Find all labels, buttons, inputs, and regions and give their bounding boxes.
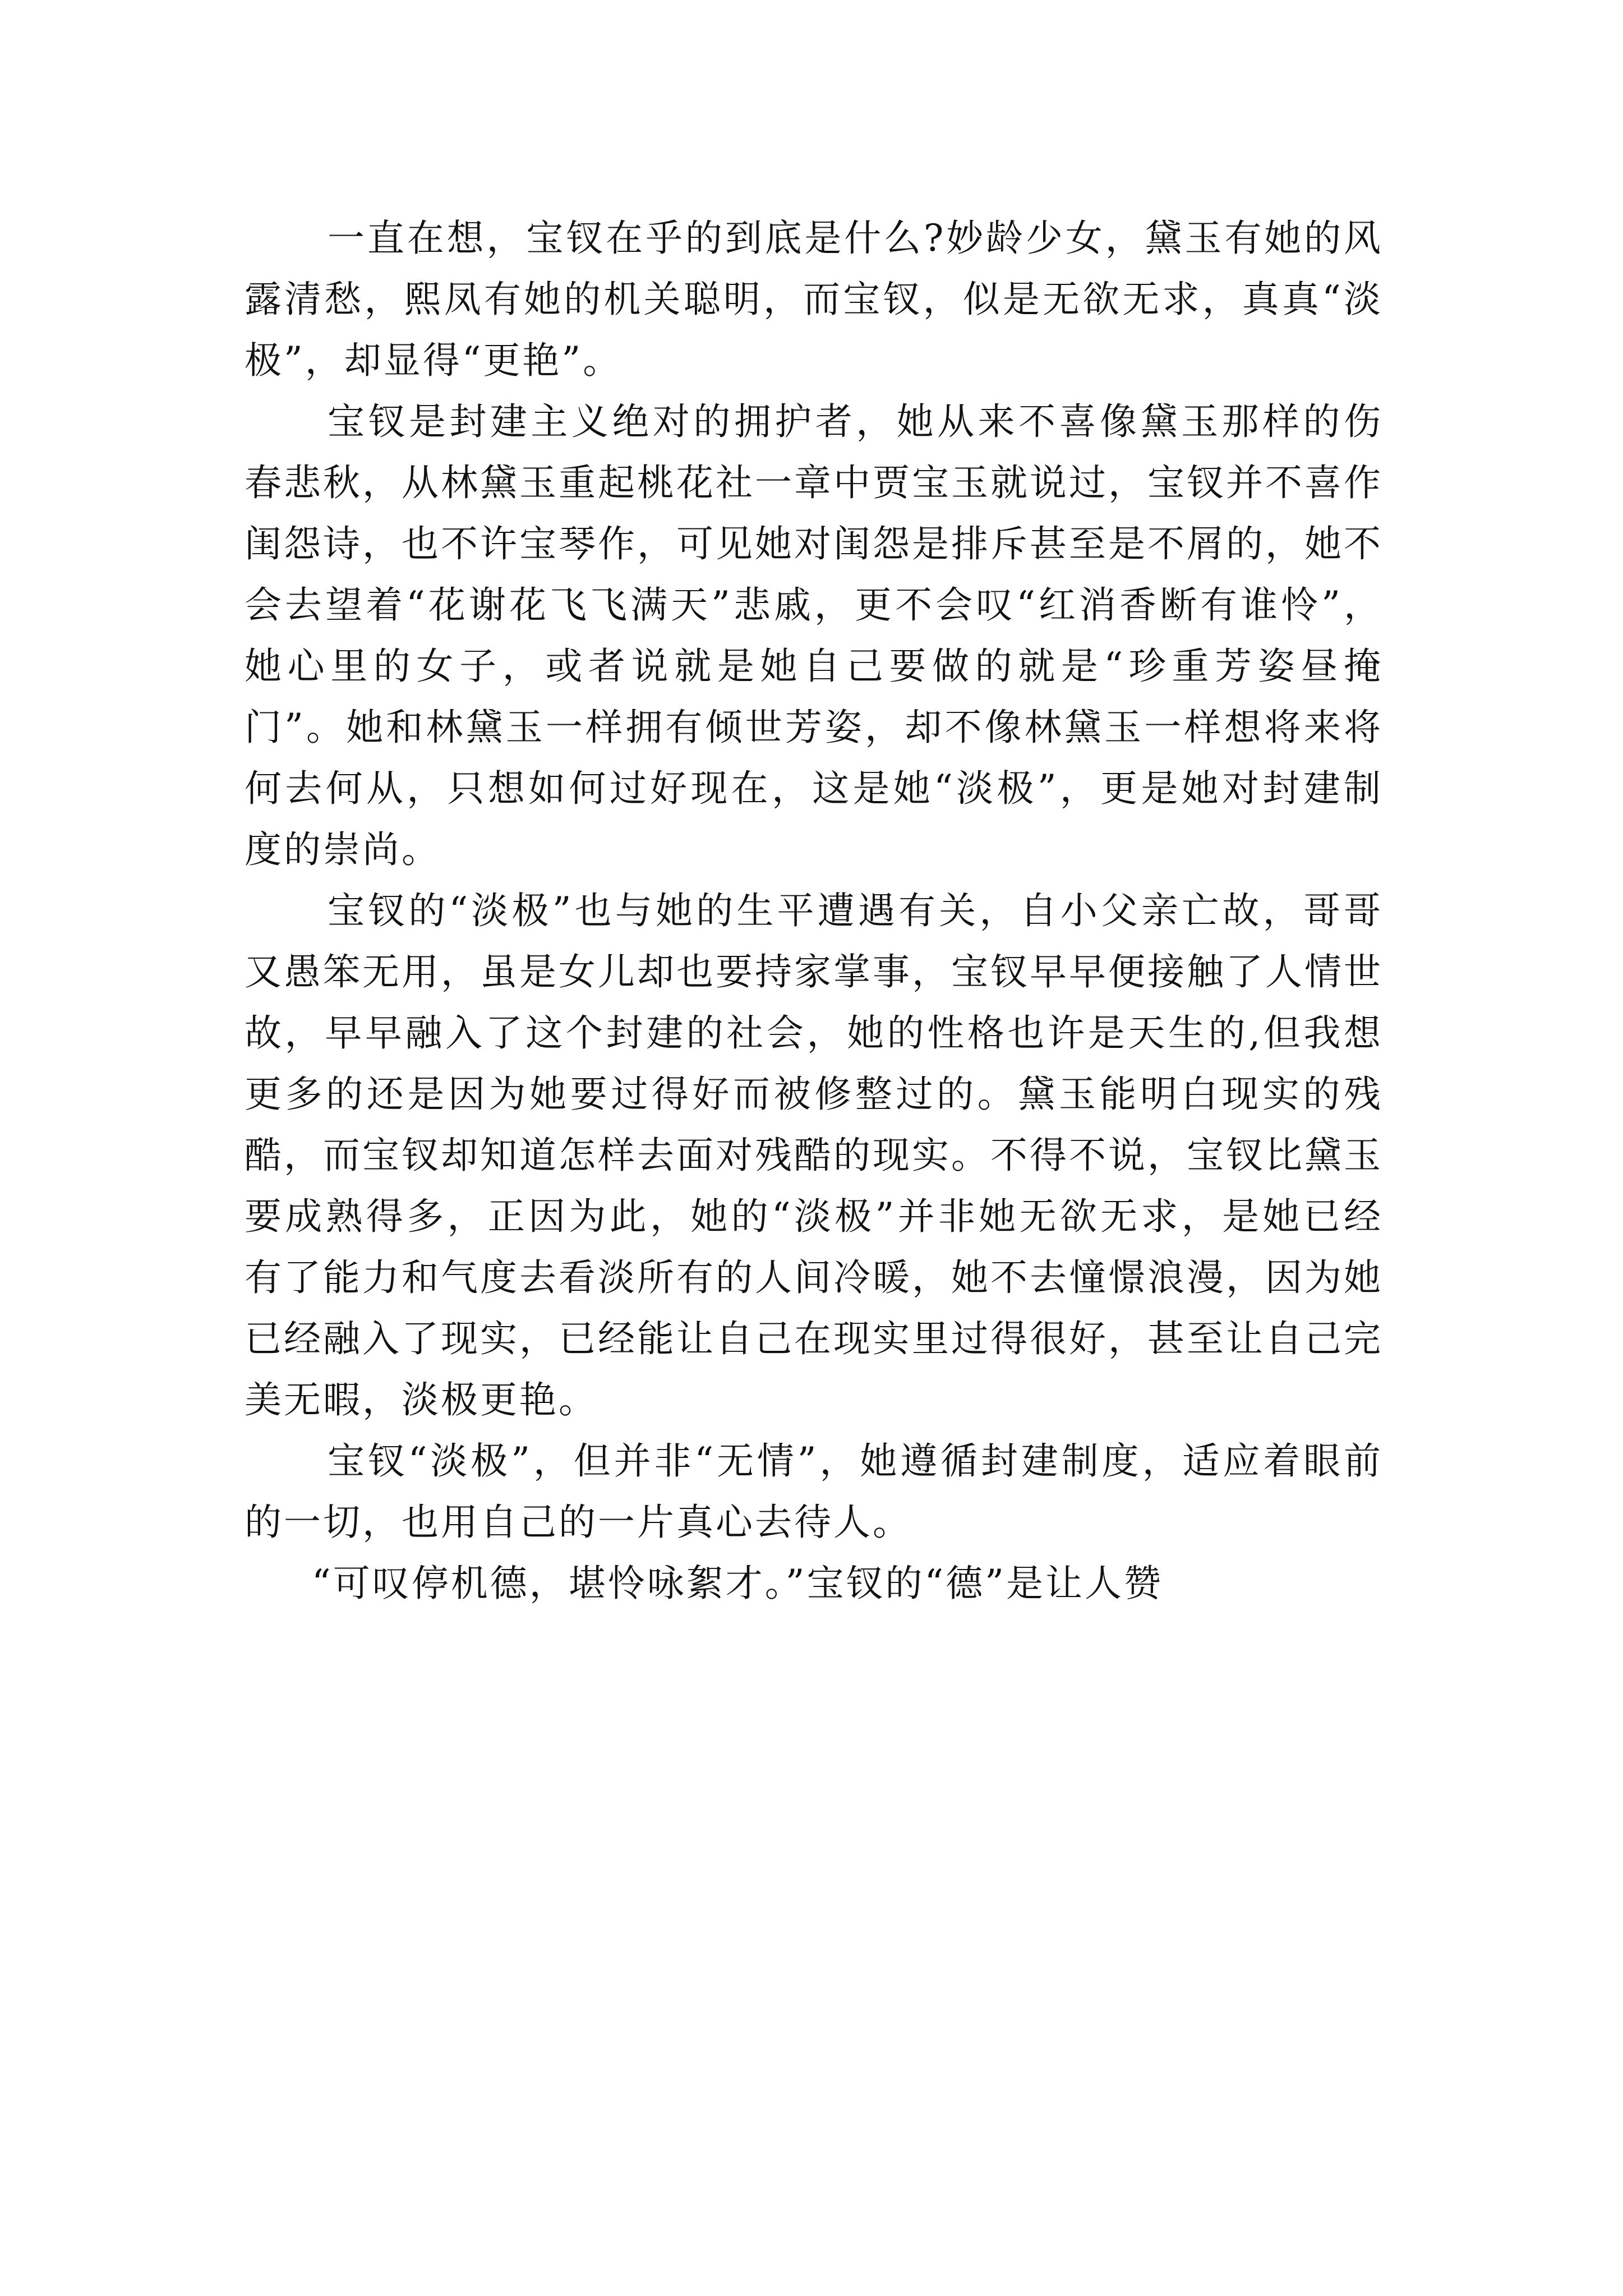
paragraph-3: 宝钗的“淡极”也与她的生平遭遇有关，自小父亲亡故，哥哥又愚笨无用，虽是女儿却也要持家掌事，宝钗早早便接触了人情世故，早早融入了这个封建的社会，她的性格也许是天生的,但我想更多的还是因为她要过得好而被修整过的。黛玉能明白现实的残酷，而宝钗却知道怎样去面对残酷的现实。不得不说，宝钗比黛玉要成熟得多，正因为此，她的“淡极”并非她无欲无求，是她已经有了能力和气度去看淡所有的人间冷暖，她不去憧憬浪漫，因为她已经融入了现实，已经能让自己在现实里过得很好，甚至让自己完美无暇，淡极更艳。 — [245, 889, 1383, 1421]
paragraph-1: 一直在想，宝钗在乎的到底是什么?妙龄少女，黛玉有她的风露清愁，熙凤有她的机关聪明，而宝钗，似是无欲无求，真真“淡极”，却显得“更艳”。 — [245, 217, 1383, 382]
paragraph-4: 宝钗“淡极”，但并非“无情”，她遵循封建制度，适应着眼前的一切，也用自己的一片真心去待人。 — [245, 1439, 1383, 1544]
paragraph-5: “可叹停机德，堪怜咏絮才。”宝钗的“德”是让人赞 — [312, 1562, 1163, 1605]
paragraph-2: 宝钗是封建主义绝对的拥护者，她从来不喜像黛玉那样的伤春悲秋，从林黛玉重起桃花社一章中贾宝玉就说过，宝钗并不喜作闺怨诗，也不许宝琴作，可见她对闺怨是排斥甚至是不屑的，她不会去望着“花谢花飞飞满天”悲戚，更不会叹“红消香断有谁怜”，她心里的女子，或者说就是她自己要做的就是“珍重芳姿昼掩门”。她和林黛玉一样拥有倾世芳姿，却不像林黛玉一样想将来将何去何从，只想如何过好现在，这是她“淡极”，更是她对封建制度的崇尚。 — [245, 400, 1383, 871]
document-body — [245, 208, 1383, 1614]
